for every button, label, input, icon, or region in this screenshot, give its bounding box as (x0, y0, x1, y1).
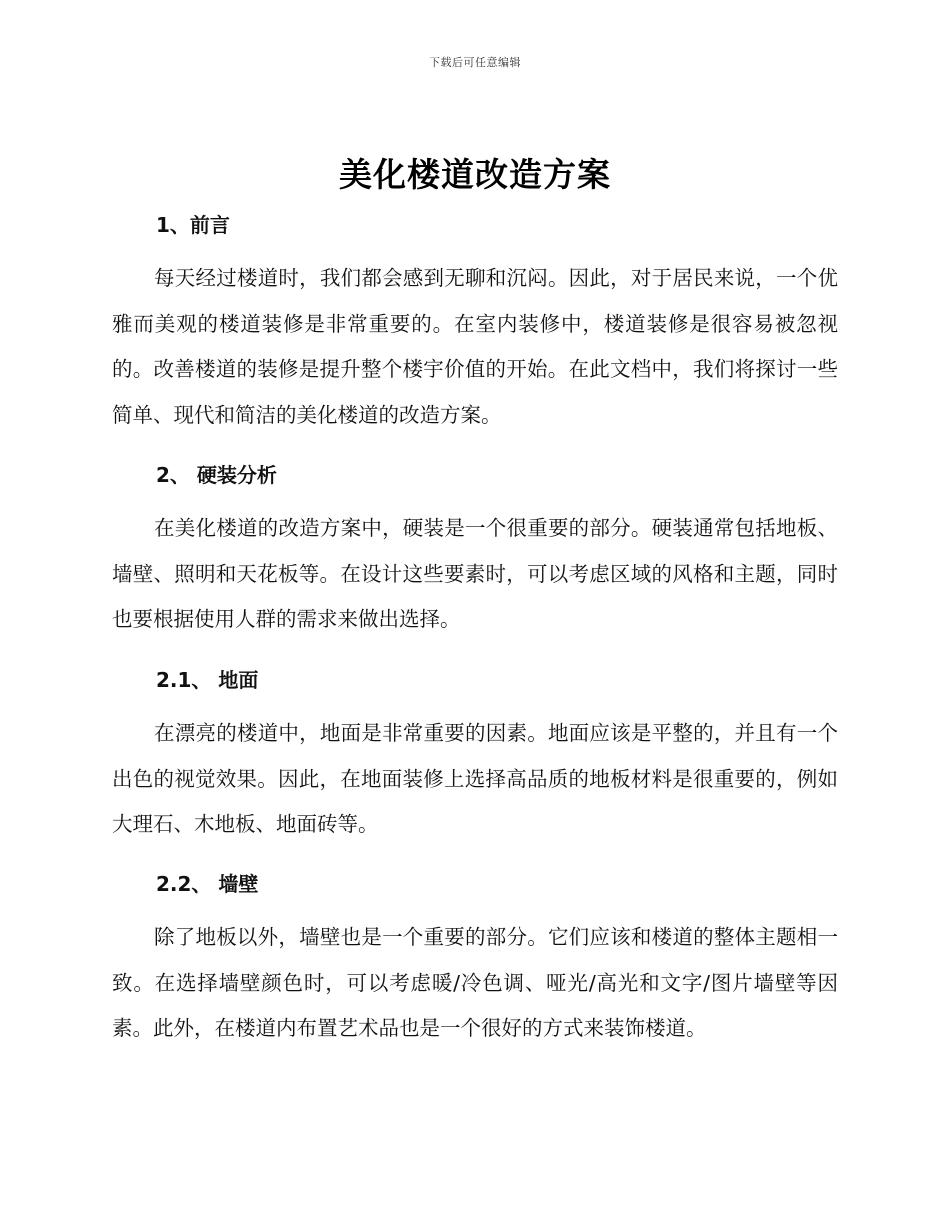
section-heading-wall: 2.2、 墙壁 (156, 872, 259, 896)
section-heading-preface: 1、前言 (156, 213, 230, 237)
header-note: 下载后可任意编辑 (429, 56, 521, 69)
section-body-preface: 每天经过楼道时，我们都会感到无聊和沉闷。因此，对于居民来说，一个优雅而美观的楼道装修是非常重要的。在室内装修中，楼道装修是很容易被忽视的。改善楼道的装修是提升整个楼宇价值的开始。在此文档中，我们将探讨一些简单、现代和简洁的美化楼道的改造方案。 (112, 266, 838, 427)
document-title: 美化楼道改造方案 (339, 155, 611, 194)
section-body-wall: 除了地板以外，墙壁也是一个重要的部分。它们应该和楼道的整体主题相一致。在选择墙壁颜色时，可以考虑暖/冷色调、哑光/高光和文字/图片墙壁等因素。此外，在楼道内布置艺术品也是一个很好的方式来装饰楼道。 (112, 925, 838, 1040)
section-body-hard-decoration: 在美化楼道的改造方案中，硬装是一个很重要的部分。硬装通常包括地板、墙壁、照明和天花板等。在设计这些要素时，可以考虑区域的风格和主题，同时也要根据使用人群的需求来做出选择。 (112, 516, 838, 631)
section-body-floor: 在漂亮的楼道中，地面是非常重要的因素。地面应该是平整的，并且有一个出色的视觉效果。因此，在地面装修上选择高品质的地板材料是很重要的，例如大理石、木地板、地面砖等。 (112, 721, 838, 836)
section-heading-floor: 2.1、 地面 (156, 668, 259, 692)
section-heading-hard-decoration: 2、 硬装分析 (156, 463, 277, 487)
